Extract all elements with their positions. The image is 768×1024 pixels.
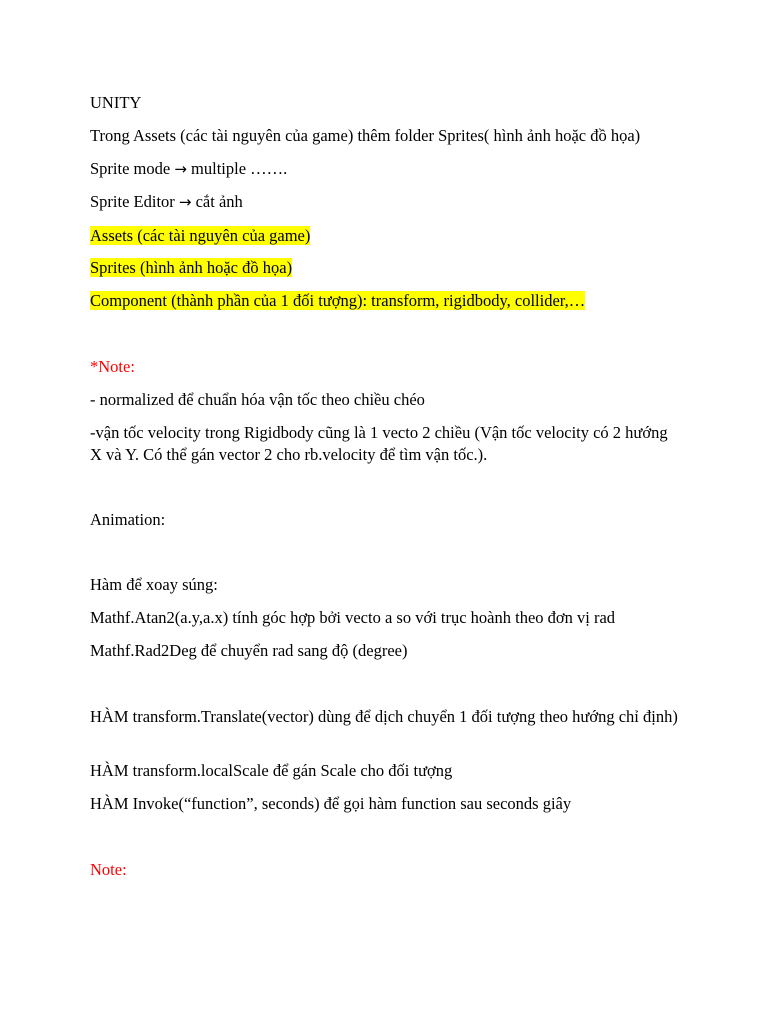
sprite-mode-value: multiple ……. (191, 159, 288, 178)
sprite-editor-value: cắt ảnh (195, 192, 243, 211)
highlighted-text: Assets (các tài nguyên của game) (90, 226, 311, 245)
animation-heading: Animation: (90, 510, 166, 529)
math-line-rad2deg: Mathf.Rad2Deg để chuyển rad sang độ (degree) (90, 641, 408, 660)
sprite-mode-line (90, 158, 690, 180)
math-line-atan2: Mathf.Atan2(a.y,a.x) tính góc hợp bởi vecto a so với trục hoành theo đơn vị rad (90, 608, 616, 627)
right-arrow-icon: → (178, 193, 192, 211)
right-arrow-icon: → (174, 160, 187, 178)
ham-line-translate: HÀM transform.Translate(vector) dùng để dịch chuyển 1 đối tượng theo hướng chỉ định) (90, 707, 678, 726)
note-heading-2: Note: (90, 860, 127, 879)
note-item-normalized: - normalized để chuẩn hóa vận tốc theo chiều chéo (90, 390, 425, 409)
note-item-velocity: -vận tốc velocity trong Rigidbody cũng là 1 vecto 2 chiều (Vận tốc velocity có 2 hướng X và Y. Có thể gán vector 2 cho rb.velocity để tìm vận tốc.). (90, 423, 668, 464)
sprite-mode-label: Sprite mode (90, 159, 171, 178)
ham-line-invoke: HÀM Invoke(“function”, seconds) để gọi hàm function sau seconds giây (90, 794, 572, 813)
ham-line-localscale: HÀM transform.localScale để gán Scale cho đối tượng (90, 761, 453, 780)
highlighted-text: Component (thành phần của 1 đối tượng): transform, rigidbody, collider,… (90, 291, 586, 310)
rotate-gun-heading: Hàm để xoay súng: (90, 575, 218, 594)
highlighted-text: Sprites (hình ảnh hoặc đồ họa) (90, 258, 293, 277)
sprite-editor-label: Sprite Editor (90, 192, 175, 211)
assets-folder-line: Trong Assets (các tài nguyên của game) thêm folder Sprites( hình ảnh hoặc đồ họa) (90, 126, 641, 145)
highlight-line-component (90, 290, 690, 312)
note-heading: *Note: (90, 357, 135, 376)
highlight-line-assets (90, 225, 690, 247)
sprite-editor-line (90, 191, 690, 213)
highlight-line-sprites (90, 257, 690, 279)
doc-title: UNITY (90, 93, 142, 112)
